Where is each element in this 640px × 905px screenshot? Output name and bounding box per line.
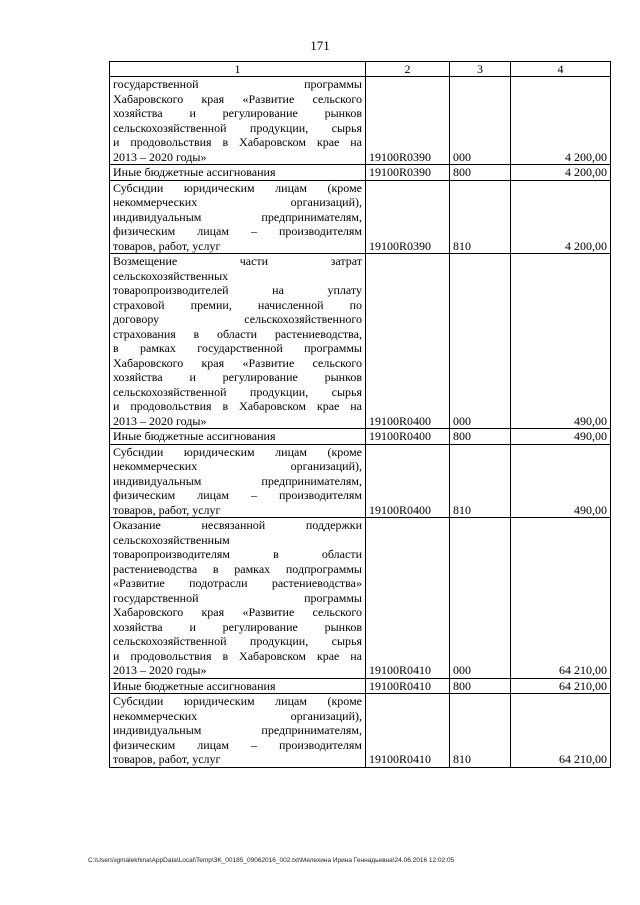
description-line: некоммерческих организаций),	[113, 195, 362, 209]
description-line: 2013 – 2020 годы»	[113, 149, 207, 164]
description-line: государственной программы	[113, 590, 362, 605]
row-expense-type: 000	[450, 254, 511, 429]
row-expense-type: 000	[450, 518, 511, 679]
description-line: физическим лицам – производителям	[113, 224, 362, 238]
table-row	[110, 77, 611, 165]
row-target-code: 19100R0410	[366, 678, 450, 694]
table-header-row	[110, 62, 611, 77]
page-number: 171	[310, 38, 330, 53]
description-line: товаропроизводителям в области	[113, 547, 362, 561]
description-line: индивидуальным предпринимателям,	[113, 473, 362, 488]
description-line: государственной программы	[113, 77, 362, 91]
description-line: «Развитие подотрасли растениеводства»	[113, 576, 362, 590]
description-line: Хабаровского края «Развитие сельского	[113, 605, 362, 619]
row-amount: 490,00	[511, 444, 611, 518]
row-target-code: 19100R0400	[366, 429, 450, 445]
description-line: Иные бюджетные ассигнования	[113, 165, 276, 179]
description-line: хозяйства и регулирование рынков	[113, 106, 362, 120]
description-line: некоммерческих организаций),	[113, 459, 362, 473]
row-target-code: 19100R0400	[366, 444, 450, 518]
description-line: Субсидии юридическим лицам (кроме	[113, 180, 362, 195]
row-expense-type: 810	[450, 694, 511, 768]
description-line: товаров, работ, услуг	[113, 502, 221, 517]
row-amount: 64 210,00	[511, 694, 611, 768]
row-amount: 64 210,00	[511, 518, 611, 679]
description-line: и продовольствия в Хабаровском крае на	[113, 399, 362, 413]
row-description	[110, 165, 366, 181]
description-line: товаров, работ, услуг	[113, 238, 221, 253]
row-description	[110, 678, 366, 694]
header-col-4: 4	[511, 62, 611, 77]
table-row	[110, 180, 611, 254]
row-description	[110, 77, 366, 165]
description-line: товаров, работ, услуг	[113, 752, 221, 766]
row-amount: 4 200,00	[511, 165, 611, 181]
row-expense-type: 800	[450, 678, 511, 694]
description-line: Оказание несвязанной поддержки	[113, 518, 362, 532]
description-line: индивидуальным предпринимателям,	[113, 723, 362, 737]
row-target-code: 19100R0400	[366, 254, 450, 429]
row-amount: 4 200,00	[511, 180, 611, 254]
description-line: физическим лицам – производителям	[113, 737, 362, 752]
row-target-code: 19100R0390	[366, 77, 450, 165]
row-amount: 490,00	[511, 254, 611, 429]
table-row	[110, 678, 611, 694]
description-line: сельскохозяйственным	[113, 532, 230, 547]
table-body	[110, 77, 611, 768]
budget-table	[109, 61, 611, 768]
description-line: сельскохозяйственной продукции, сырья	[113, 634, 362, 648]
description-line: Субсидии юридическим лицам (кроме	[113, 444, 362, 459]
description-line: товаропроизводителей на уплату	[113, 283, 362, 297]
row-description	[110, 180, 366, 254]
file-path-footer: C:\Users\igmalekhina\AppData\Local\Temp\3K_00185_09062016_002.txt\Мелехина Ирина Геннадьевна\24.06.2016 12:02:05	[88, 857, 455, 864]
row-description	[110, 429, 366, 445]
description-line: 2013 – 2020 годы»	[113, 413, 207, 428]
row-expense-type: 810	[450, 444, 511, 518]
description-line: Возмещение части затрат	[113, 254, 362, 268]
description-line: и продовольствия в Хабаровском крае на	[113, 648, 362, 663]
header-col-2: 2	[366, 62, 450, 77]
description-line: Иные бюджетные ассигнования	[113, 678, 276, 693]
description-line: некоммерческих организаций),	[113, 708, 362, 723]
table-row	[110, 165, 611, 181]
description-line: сельскохозяйственной продукции, сырья	[113, 120, 362, 135]
row-description	[110, 254, 366, 429]
row-target-code: 19100R0410	[366, 518, 450, 679]
row-amount: 64 210,00	[511, 678, 611, 694]
description-line: и продовольствия в Хабаровском крае на	[113, 135, 362, 149]
description-line: Хабаровского края «Развитие сельского	[113, 355, 362, 370]
description-line: сельскохозяйственной продукции, сырья	[113, 384, 362, 399]
description-line: физическим лицам – производителям	[113, 488, 362, 502]
description-line: индивидуальным предпринимателям,	[113, 209, 362, 224]
row-amount: 490,00	[511, 429, 611, 445]
table-row	[110, 444, 611, 518]
description-line: хозяйства и регулирование рынков	[113, 619, 362, 634]
row-expense-type: 800	[450, 429, 511, 445]
description-line: сельскохозяйственных	[113, 268, 229, 283]
description-line: 2013 – 2020 годы»	[113, 663, 207, 677]
description-line: Хабаровского края «Развитие сельского	[113, 91, 362, 106]
table-row	[110, 694, 611, 768]
description-line: растениеводства в рамках подпрограммы	[113, 561, 362, 576]
header-col-1: 1	[110, 62, 366, 77]
row-description	[110, 444, 366, 518]
description-line: страхования в области растениеводства,	[113, 326, 362, 341]
row-target-code: 19100R0410	[366, 694, 450, 768]
description-line: Иные бюджетные ассигнования	[113, 429, 276, 443]
row-target-code: 19100R0390	[366, 180, 450, 254]
row-expense-type: 800	[450, 165, 511, 181]
description-line: в рамках государственной программы	[113, 341, 362, 355]
description-line: хозяйства и регулирование рынков	[113, 370, 362, 384]
table-row	[110, 518, 611, 679]
row-expense-type: 810	[450, 180, 511, 254]
table-row	[110, 254, 611, 429]
description-line: страховой премии, начисленной по	[113, 297, 362, 312]
table-row	[110, 429, 611, 445]
row-description	[110, 694, 366, 768]
description-line: Субсидии юридическим лицам (кроме	[113, 694, 362, 708]
row-expense-type: 000	[450, 77, 511, 165]
row-amount: 4 200,00	[511, 77, 611, 165]
row-target-code: 19100R0390	[366, 165, 450, 181]
row-description	[110, 518, 366, 679]
description-line: договору сельскохозяйственного	[113, 312, 362, 326]
header-col-3: 3	[450, 62, 511, 77]
